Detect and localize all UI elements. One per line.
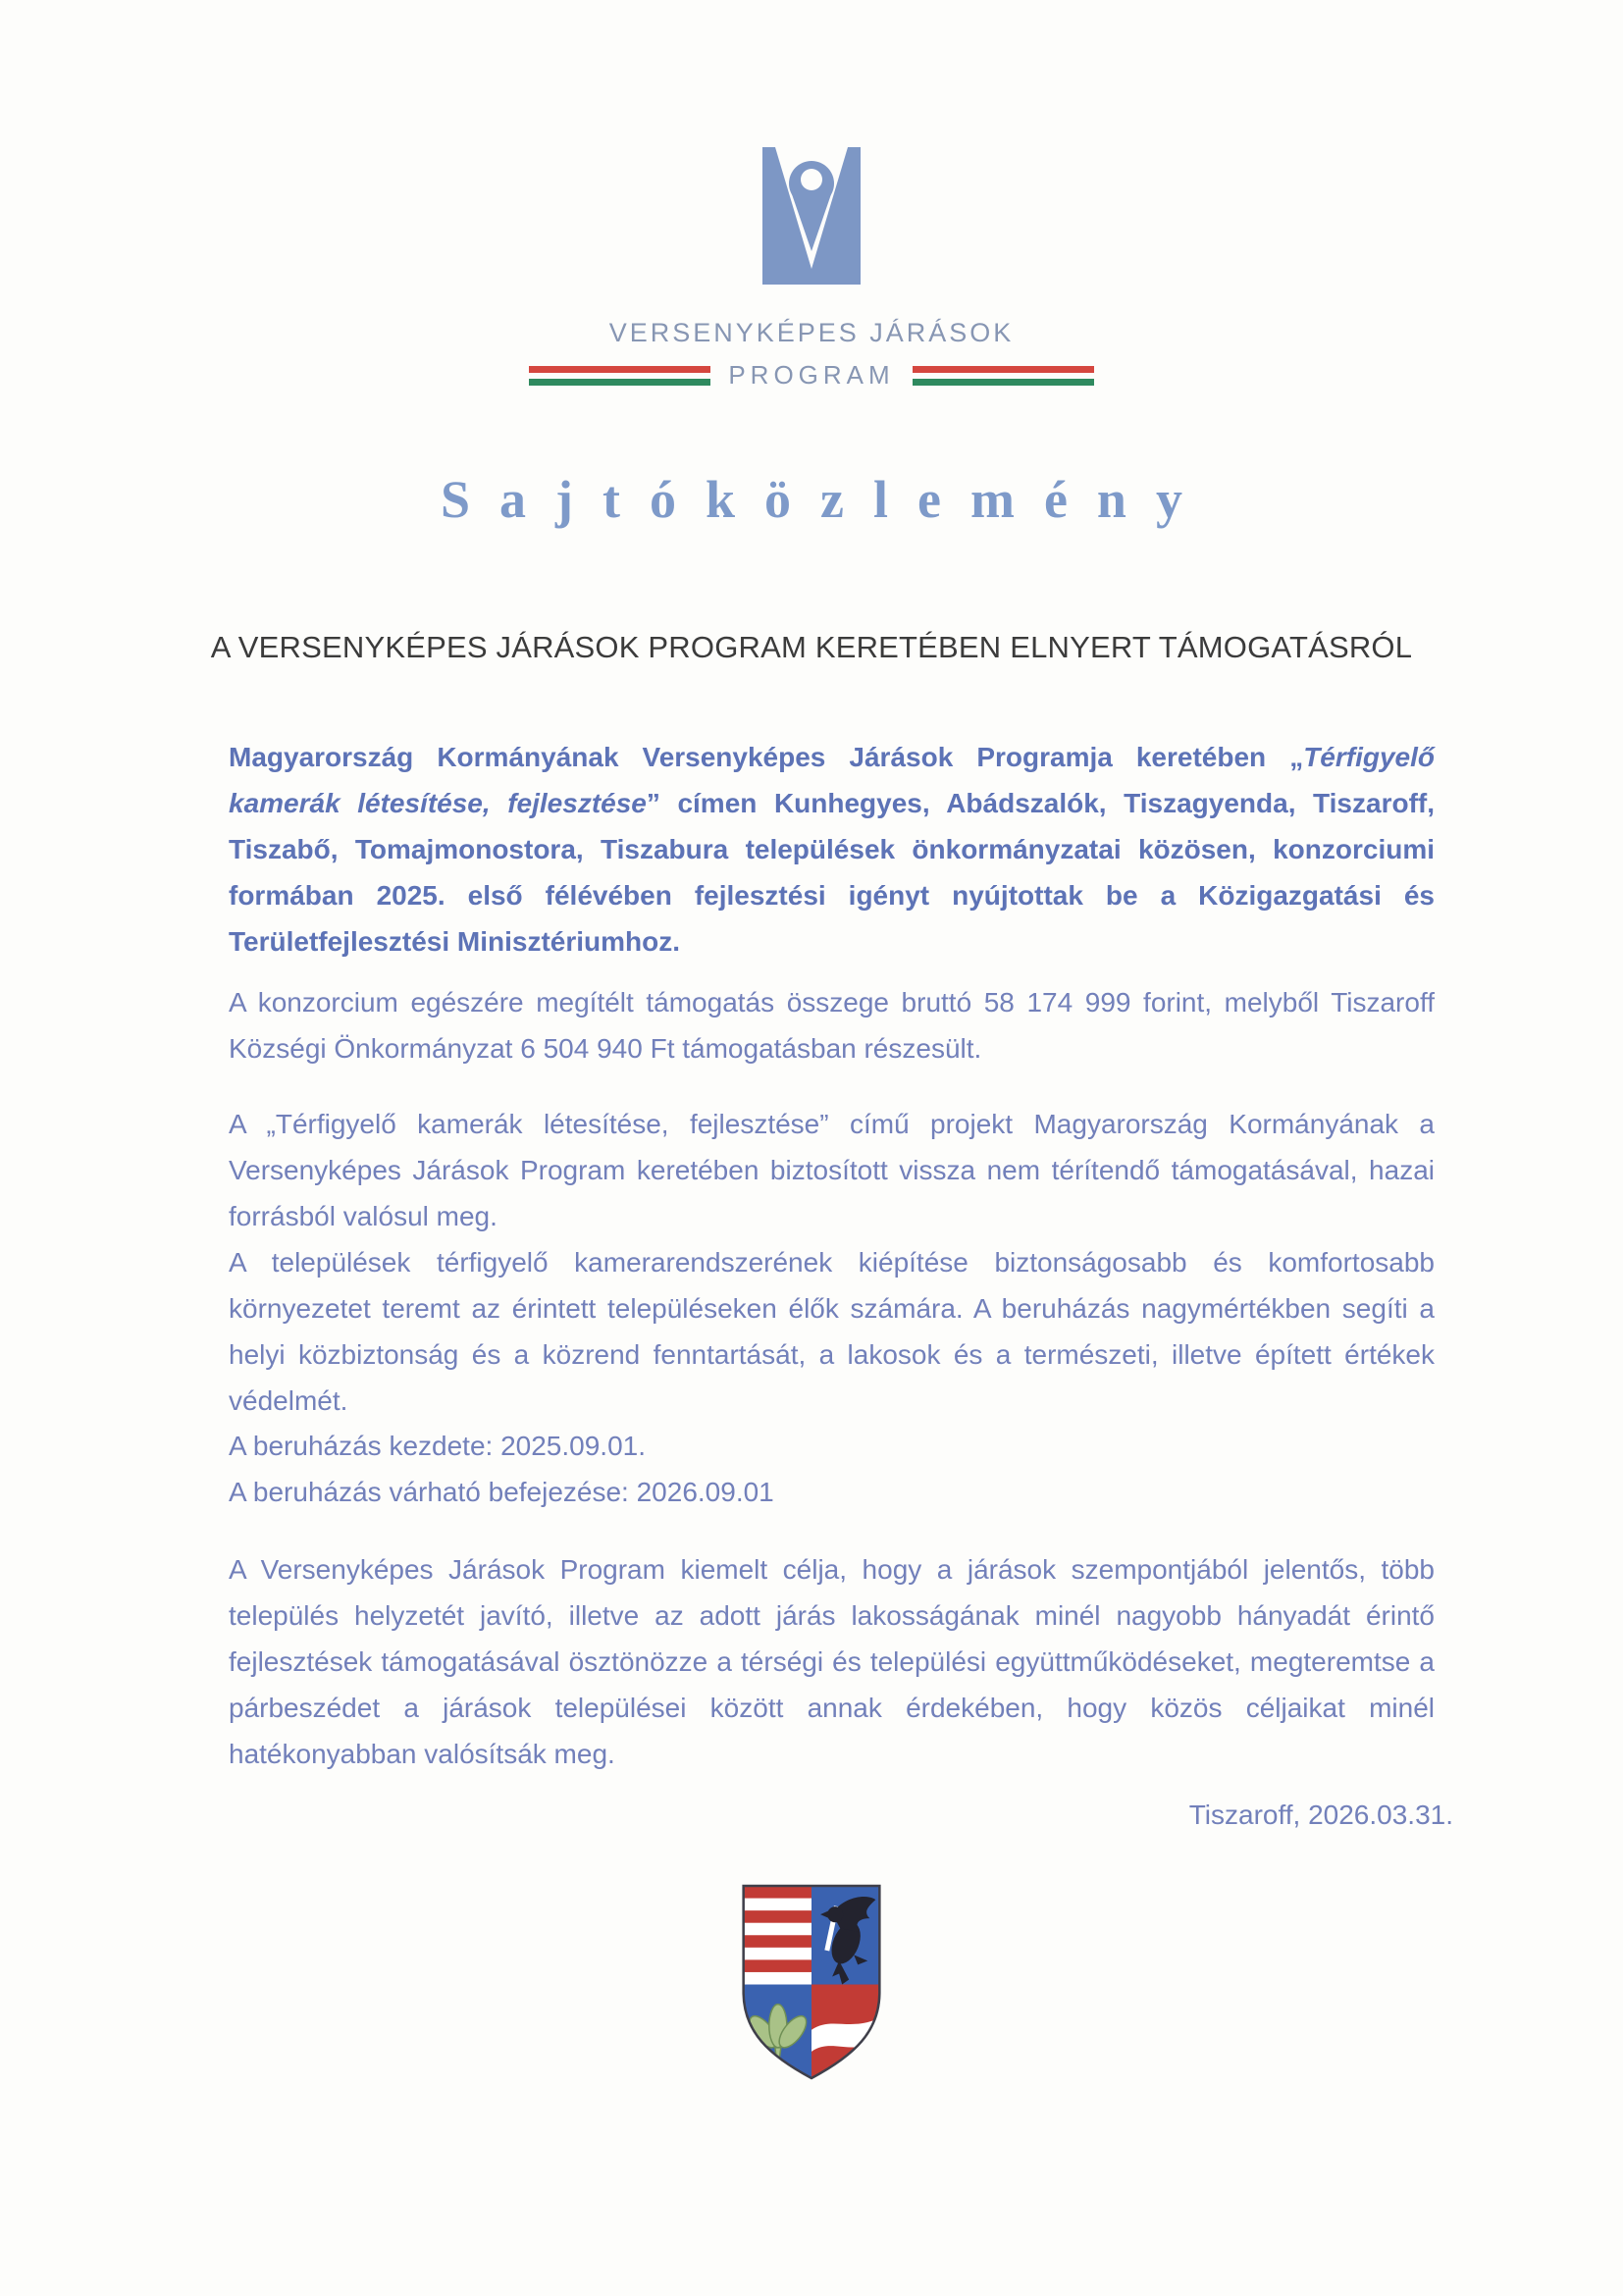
- place-date-signoff: Tiszaroff, 2026.03.31.: [1188, 1800, 1453, 1830]
- lead-italic-project-title: Térfigyelő kamerák létesítése, fejlesztése: [229, 742, 1435, 818]
- project-description-block: [229, 1101, 1435, 1424]
- right-flag-stripes-icon: [913, 366, 1094, 386]
- program-goal-paragraph: A Versenyképes Járások Program kiemelt célja, hogy a járások szempontjából jelentős, több település helyzetét javító, illetve az adott járás lakosságának minél nagyobb hányadát érintő fejlesztések támogatásával ösztönözze a térségi és települési együttműködéseket, megteremtse a párbeszédet a járások települései között annak érdekében, hogy közös céljaikat minél hatékonyabban valósítsák meg.: [229, 1554, 1435, 1769]
- logo-text-line2-row: [0, 360, 1623, 391]
- document-title: Sajtóközlemény: [441, 470, 1212, 529]
- grant-amount-paragraph: A konzorcium egészére megítélt támogatás összege bruttó 58 174 999 forint, melyből Tiszaroff Községi Önkormányzat 6 504 940 Ft támogatásban részesült.: [229, 987, 1435, 1064]
- document-subtitle: A VERSENYKÉPES JÁRÁSOK PROGRAM KERETÉBEN ELNYERT TÁMOGATÁSRÓL: [210, 630, 1413, 664]
- logo-text-line1: VERSENYKÉPES JÁRÁSOK: [608, 318, 1015, 347]
- lead-paragraph: [229, 734, 1435, 965]
- start-date-line: A beruházás kezdete: 2025.09.01.: [229, 1431, 646, 1461]
- end-date-line: A beruházás várható befejezése: 2026.09.01: [229, 1477, 774, 1507]
- tiszaroff-coat-of-arms-icon: [737, 1882, 886, 2084]
- left-flag-stripes-icon: [529, 366, 710, 386]
- coat-of-arms: [0, 1882, 1623, 2089]
- program-logo-mark-icon: [762, 147, 861, 285]
- project-dates: [229, 1423, 1435, 1515]
- lead-part2: ” címen Kunhegyes, Abádszalók, Tiszagyenda, Tiszaroff, Tiszabő, Tomajmonostora, Tiszabura települések önkormányzatai közösen, konzorciumi formában 2025. első félévében fejlesztési igényt nyújtottak be a Közigazgatási és Területfejlesztési Minisztériumhoz.: [229, 788, 1435, 957]
- program-logo: [0, 147, 1623, 391]
- lead-part1: Magyarország Kormányának Versenyképes Járások Programja keretében „: [229, 742, 1304, 772]
- logo-text-line2: PROGRAM: [728, 360, 895, 390]
- benefit-paragraph: A települések térfigyelő kamerarendszerének kiépítése biztonságosabb és komfortosabb környezetet teremt az érintett településeken élők számára. A beruházás nagymértékben segíti a helyi közbiztonság és a közrend fenntartását, a lakosok és a természeti, illetve épített értékek védelmét.: [229, 1247, 1435, 1416]
- funding-paragraph: A „Térfigyelő kamerák létesítése, fejlesztése” című projekt Magyarország Kormányának a Versenyképes Járások Program keretében biztosított vissza nem térítendő támogatásával, hazai forrásból valósul meg.: [229, 1109, 1435, 1231]
